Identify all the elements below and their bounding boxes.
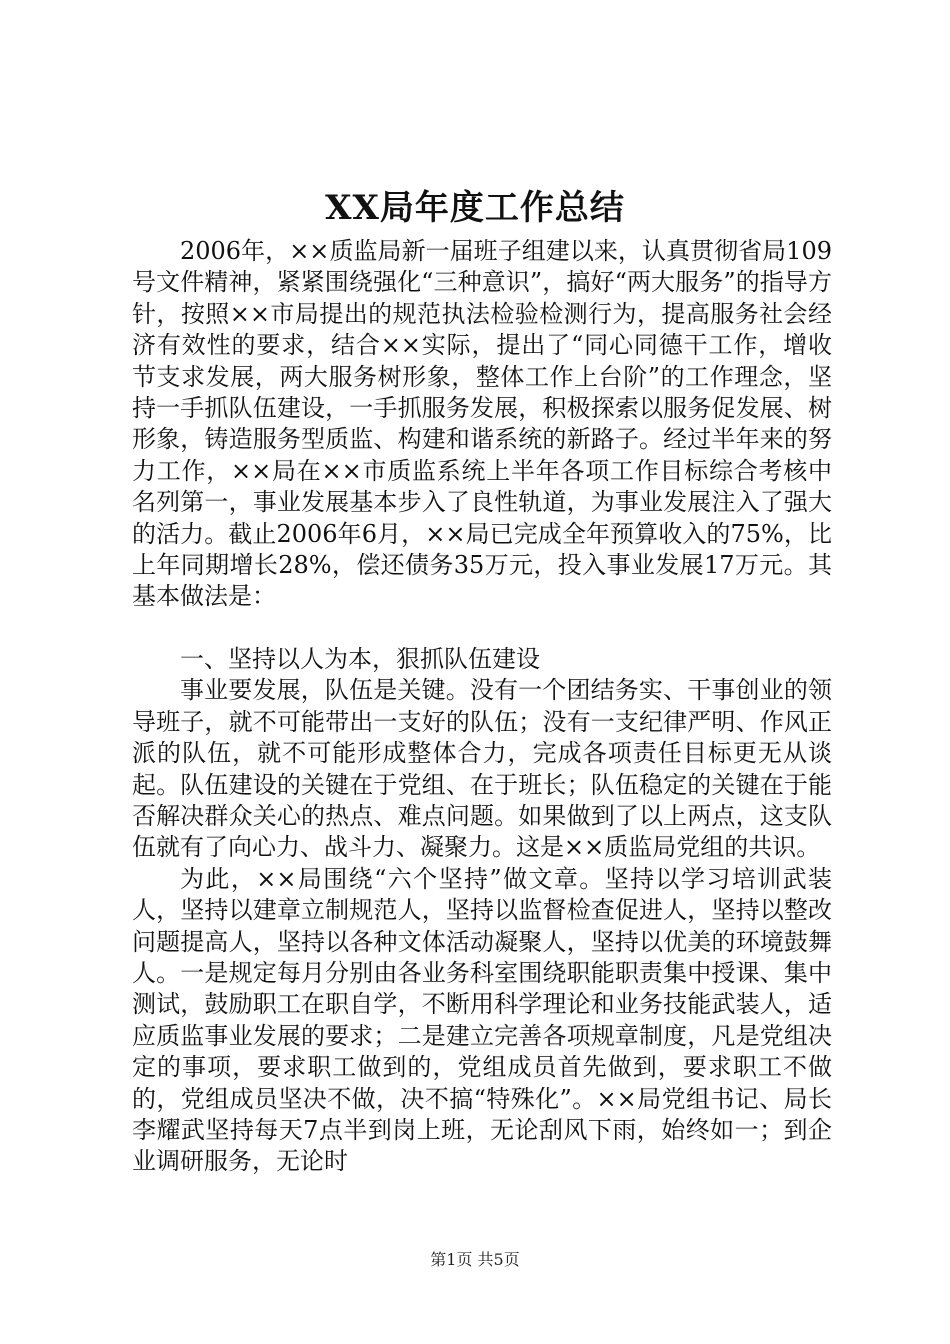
section-heading: 一、坚持以人为本，狠抓队伍建设 [180, 644, 540, 673]
body-paragraph: 事业要发展，队伍是关键。没有一个团结务实、干事创业的领导班子，就不可能带出一支好的队伍；没有一支纪律严明、作风正派的队伍，就不可能形成整体合力，完成各项责任目标更无从谈起。队伍建设的关键在于党组、在于班长；队伍稳定的关键在于能否解决群众关心的热点、难点问题。如果做到了以上两点，这支队伍就有了向心力、战斗力、凝聚力。这是××质监局党组的共识。 [132, 676, 832, 862]
document-body [132, 236, 832, 1178]
page-footer: 第1页 共5页 [430, 1250, 520, 1269]
document-title: XX局年度工作总结 [325, 188, 625, 228]
intro-paragraph: 2006年，××质监局新一届班子组建以来，认真贯彻省局109号文件精神，紧紧围绕强化“三种意识”，搞好“两大服务”的指导方针，按照××市局提出的规范执法检验检测行为，提高服务社会经济有效性的要求，结合××实际，提出了“同心同德干工作，增收节支求发展，两大服务树形象，整体工作上台阶”的工作理念，坚持一手抓队伍建设，一手抓服务发展，积极探索以服务促发展、树形象，铸造服务型质监、构建和谐系统的新路子。经过半年来的努力工作，××局在××市质监系统上半年各项工作目标综合考核中名列第一，事业发展基本步入了良性轨道，为事业发展注入了强大的活力。截止2006年6月，××局已完成全年预算收入的75%，比上年同期增长28%，偿还债务35万元，投入事业发展17万元。其基本做法是： [132, 237, 832, 611]
body-paragraph: 为此，××局围绕“六个坚持”做文章。坚持以学习培训武装人，坚持以建章立制规范人，坚持以监督检查促进人，坚持以整改问题提高人，坚持以各种文体活动凝聚人，坚持以优美的环境鼓舞人。一是规定每月分别由各业务科室围绕职能职责集中授课、集中测试，鼓励职工在职自学，不断用科学理论和业务技能武装人，适应质监事业发展的要求；二是建立完善各项规章制度，凡是党组决定的事项，要求职工做到的，党组成员首先做到，要求职工不做的，党组成员坚决不做，决不搞“特殊化”。××局党组书记、局长李耀武坚持每天7点半到岗上班，无论刮风下雨，始终如一；到企业调研服务，无论时 [132, 864, 832, 1176]
